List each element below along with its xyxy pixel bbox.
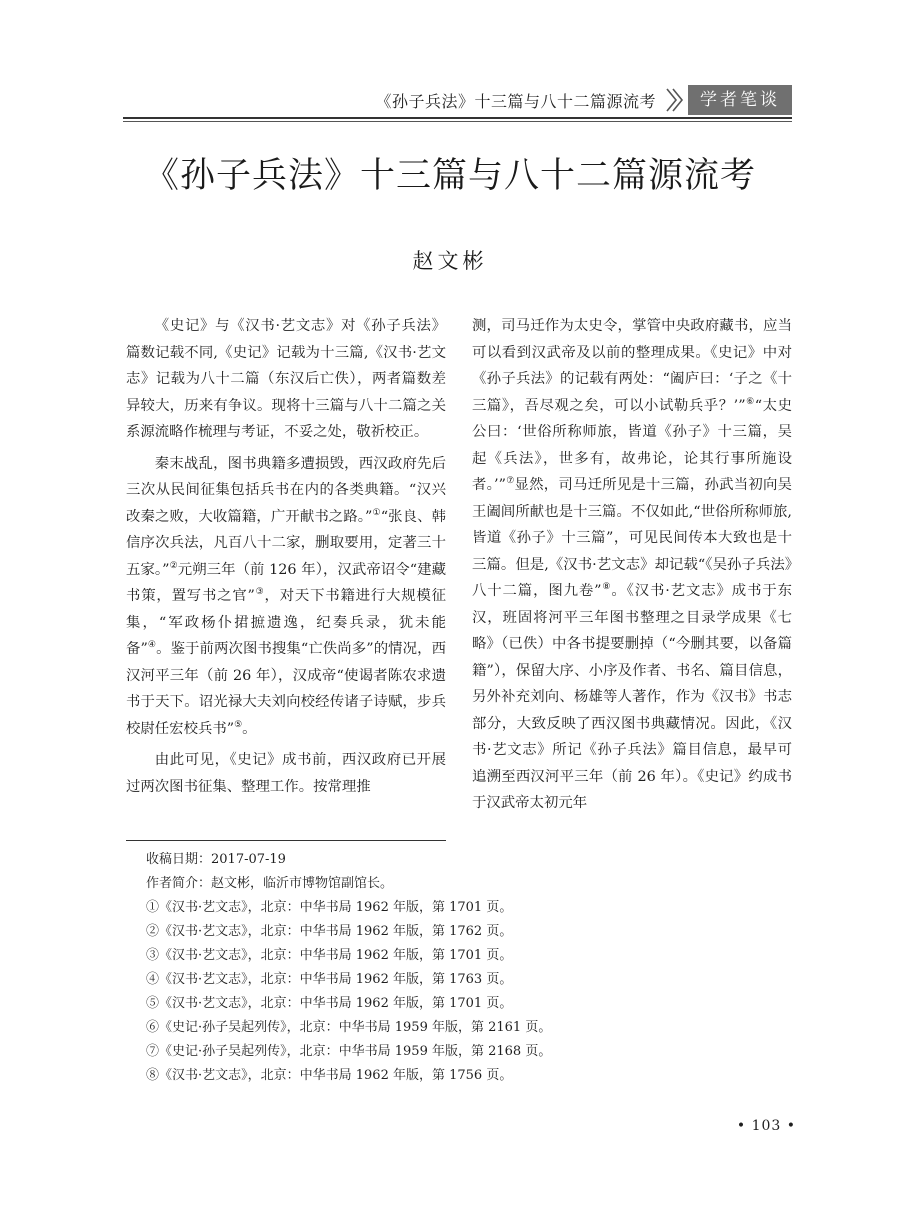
body-column-right [472,313,792,822]
footnote-ref[interactable]: ④ [147,640,157,651]
author-name: 赵文彬 [412,249,488,273]
paragraph: 《史记》与《汉书·艺文志》对《孙子兵法》篇数记载不同,《史记》记载为十三篇,《汉书·艺文志》记载为八十二篇（东汉后亡佚），两者篇数差异较大，历来有争议。现将十三篇与八十二篇之关系源流略作梳理与考证，不妥之处，敬祈校正。 [126,318,446,440]
footnote-item: ⑦《史记·孙子吴起列传》，北京：中华书局 1959 年版，第 2168 页。 [146,1044,552,1059]
footnote-ref[interactable]: ⑥ [745,396,755,407]
footnote-ref[interactable]: ② [169,560,178,571]
section-tab: 学者笔谈 [688,85,792,115]
footnote-ref[interactable]: ① [372,507,381,518]
body-column-left [126,313,446,805]
running-title: 《孙子兵法》十三篇与八十二篇源流考 [375,91,656,111]
footnote-ref[interactable]: ③ [254,587,265,598]
header-rule-thin [123,121,792,122]
footnote-item: ①《汉书·艺文志》，北京：中华书局 1962 年版，第 1701 页。 [146,900,513,915]
footnote-item: ⑥《史记·孙子吴起列传》，北京：中华书局 1959 年版，第 2161 页。 [146,1020,552,1035]
page-number: • 103 • [736,1118,796,1134]
article-title: 《孙子兵法》十三篇与八十二篇源流考 [143,156,756,196]
received-date: 收稿日期：2017-07-19 [146,852,286,867]
footnote-ref[interactable]: ⑧ [601,582,612,593]
footnote-item: ⑧《汉书·艺文志》，北京：中华书局 1962 年版，第 1756 页。 [146,1068,513,1083]
footnote-item: ⑤《汉书·艺文志》，北京：中华书局 1962 年版，第 1701 页。 [146,996,513,1011]
paragraph: 测，司马迁作为太史令，掌管中央政府藏书，应当可以看到汉武帝及以前的整理成果。《史记》中对《孙子兵法》的记载有两处：“阖庐曰：‘子之《十三篇》，吾尽观之矣，可以小试勒兵乎？’”⑥“太史公曰：‘世俗所称师旅，皆道《孙子》十三篇，吴起《兵法》，世多有，故弗论，论其行事所施设者。’”⑦显然，司马迁所见是十三篇，孙武当初向吴王阖闾所献也是十三篇。不仅如此,“世俗所称师旅,皆道《孙子》十三篇”，可见民间传本大致也是十三篇。但是,《汉书·艺文志》却记载“《吴孙子兵法》八十二篇，图九卷”⑧。《汉书·艺文志》成书于东汉，班固将河平三年图书整理之目录学成果《七略》（已佚）中各书提要删掉（“今删其要，以备篇籍”），保留大序、小序及作者、书名、篇目信息，另外补充刘向、杨雄等人著作，作为《汉书》书志部分，大致反映了西汉图书典藏情况。因此，《汉书·艺文志》所记《孙子兵法》篇目信息，最早可追溯至西汉河平三年（前 26 年）。《史记》约成书于汉武帝太初元年 [472,318,793,811]
author-bio: 作者简介：赵文彬，临沂市博物馆副馆长。 [146,876,394,891]
paragraph: 由此可见，《史记》成书前，西汉政府已开展过两次图书征集、整理工作。按常理推 [126,752,446,795]
footnote-ref[interactable]: ⑦ [505,476,515,487]
footnote-item: ③《汉书·艺文志》，北京：中华书局 1962 年版，第 1701 页。 [146,948,513,963]
footnotes [146,848,786,1088]
footnote-item: ②《汉书·艺文志》，北京：中华书局 1962 年版，第 1762 页。 [146,924,513,939]
double-chevron-icon [664,87,686,113]
header-rule [123,117,792,119]
footnote-divider [126,840,446,841]
running-header [375,85,792,115]
footnote-item: ④《汉书·艺文志》，北京：中华书局 1962 年版，第 1763 页。 [146,972,513,987]
paragraph: 秦末战乱，图书典籍多遭损毁，西汉政府先后三次从民间征集包括兵书在内的各类典籍。“汉兴改秦之败，大收篇籍，广开献书之路。”①“张良、韩信序次兵法，凡百八十二家，删取要用，定著三十五家。”②元朔三年（前 126 年），汉武帝诏令“建藏书策，置写书之官”③，对天下书籍进行大规模征集，“军政杨仆捃摭遗逸，纪奏兵录，犹未能备”④。鉴于前两次图书搜集“亡佚尚多”的情况，西汉河平三年（前 26 年），汉成帝“使谒者陈农求遗书于天下。诏光禄大夫刘向校经传诸子诗赋，步兵校尉任宏校兵书”⑤。 [126,455,446,737]
footnote-ref[interactable]: ⑤ [234,719,243,730]
